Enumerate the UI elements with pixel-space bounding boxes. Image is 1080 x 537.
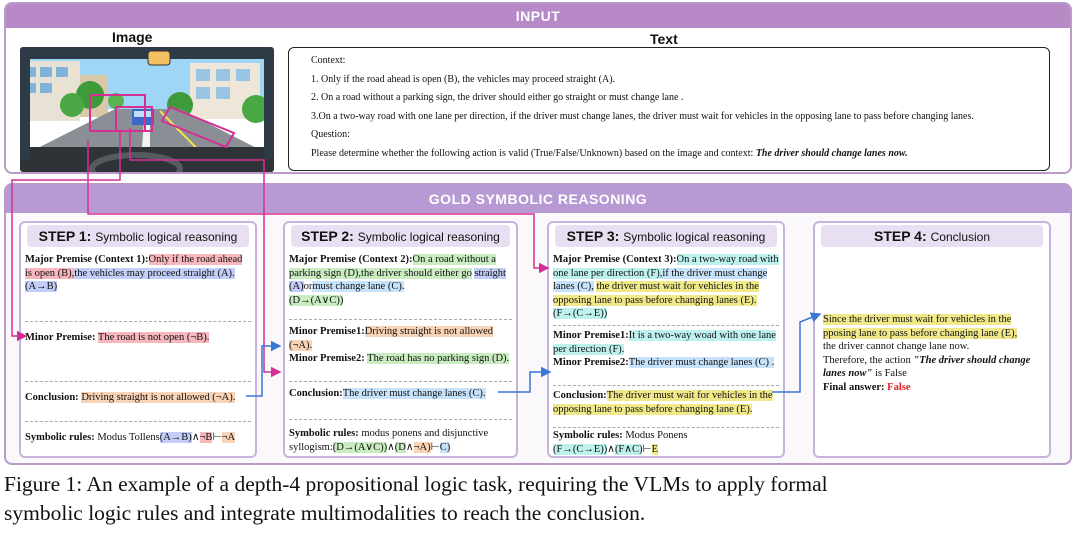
step-2-title: STEP 2: Symbolic logical reasoning bbox=[291, 225, 510, 247]
step-3-symbolic-rules: Symbolic rules: Modus Ponens (F→(C→E))∧(F∧C)⊢E bbox=[553, 430, 688, 455]
step-2-conclusion: Conclusion:The driver must change lanes (C). bbox=[289, 388, 486, 399]
driving-scene-image bbox=[20, 47, 274, 172]
question-prefix: Please determine whether the following action is valid (True/False/Unknown) based on the image and context: bbox=[311, 147, 756, 159]
step-1-card bbox=[19, 221, 257, 458]
question-heading: Question: bbox=[311, 129, 350, 140]
question-text bbox=[311, 145, 1039, 164]
step-3-card bbox=[547, 221, 785, 458]
step-2-major-premise: Major Premise (Context 2):On a road without a parking sign (D),the driver should either go straight (A)ormust change lane (C). (D→(A∨C)) bbox=[289, 254, 506, 306]
context-line-1: 1. Only if the road ahead is open (B), the vehicles may proceed straight (A). bbox=[311, 73, 616, 85]
step-3-major-premise: Major Premise (Context 3):On a two-way road with one lane per direction (F),if the driver must change lanes (C), the driver must wait for vehicles in the opposing lane to pass before changing lanes (E).(F→(C→E)) bbox=[553, 254, 779, 319]
context-line-3: 3.On a two-way road with one lane per direction, if the driver must change lanes, the driver must wait for vehicles in the opposing lane to pass before changing lanes. bbox=[311, 110, 974, 122]
context-line-2: 2. On a road without a parking sign, the driver should either go straight or must change lane . bbox=[311, 92, 684, 103]
context-text-box bbox=[288, 47, 1050, 171]
context-heading: Context: bbox=[311, 55, 346, 66]
step-3-title: STEP 3: Symbolic logical reasoning bbox=[555, 225, 777, 247]
step-3-conclusion: Conclusion:The driver must wait for vehicles in the opposing lane to pass before changing lane (E). bbox=[553, 390, 773, 415]
step-2-minor-premise-1: Minor Premise1:Driving straight is not allowed (¬A). bbox=[289, 326, 494, 351]
figure-caption bbox=[4, 470, 1076, 528]
step-3-minor-premise-2: Minor Premise2:The driver must change lanes (C) . bbox=[553, 357, 775, 368]
step-4-title: STEP 4: Conclusion bbox=[821, 225, 1043, 247]
step-1-symbolic-rules: Symbolic rules: Modus Tollens(A→B)∧¬B⊢¬A bbox=[25, 432, 236, 443]
caption-line-1: Figure 1: An example of a depth-4 propositional logic task, requiring the VLMs to apply formal bbox=[4, 472, 828, 496]
final-answer-value: False bbox=[887, 381, 911, 393]
gold-header: GOLD SYMBOLIC REASONING bbox=[6, 185, 1070, 213]
step-4-conclusion-text: Since the driver must wait for vehicles in the pposing lane to pass before changing lane (E), the driver cannot change lane now. Therefore, the action "The driver should change lanes now" is False Final answer: False bbox=[823, 314, 1031, 393]
step-3-minor-premise-1: Minor Premise1:It is a two-way woad with one lane per direction (F). bbox=[553, 330, 776, 355]
step-4-card bbox=[813, 221, 1051, 458]
step-1-title: STEP 1: Symbolic logical reasoning bbox=[27, 225, 249, 247]
step-2-symbolic-rules: Symbolic rules: modus ponens and disjunctive syllogism:(D→(A∨C))∧(D∧¬A)⊢C) bbox=[289, 428, 489, 453]
step-1-minor-premise: Minor Premise: The road is not open (¬B). bbox=[25, 332, 210, 343]
image-label: Image bbox=[112, 29, 153, 45]
text-label: Text bbox=[650, 31, 678, 47]
step-2-card bbox=[283, 221, 518, 458]
input-header: INPUT bbox=[6, 4, 1070, 28]
caption-line-2: symbolic logic rules and integrate multimodalities to reach the conclusion. bbox=[4, 501, 646, 525]
step-1-conclusion: Conclusion: Driving straight is not allowed (¬A). bbox=[25, 392, 236, 403]
question-action: The driver should change lanes now. bbox=[755, 147, 908, 159]
step-2-minor-premise-2: Minor Premise2: The road has no parking sign (D). bbox=[289, 353, 510, 364]
step-1-major-premise: Major Premise (Context 1):Only if the road ahead is open (B),the vehicles may proceed straight (A). (A→B) bbox=[25, 254, 243, 292]
